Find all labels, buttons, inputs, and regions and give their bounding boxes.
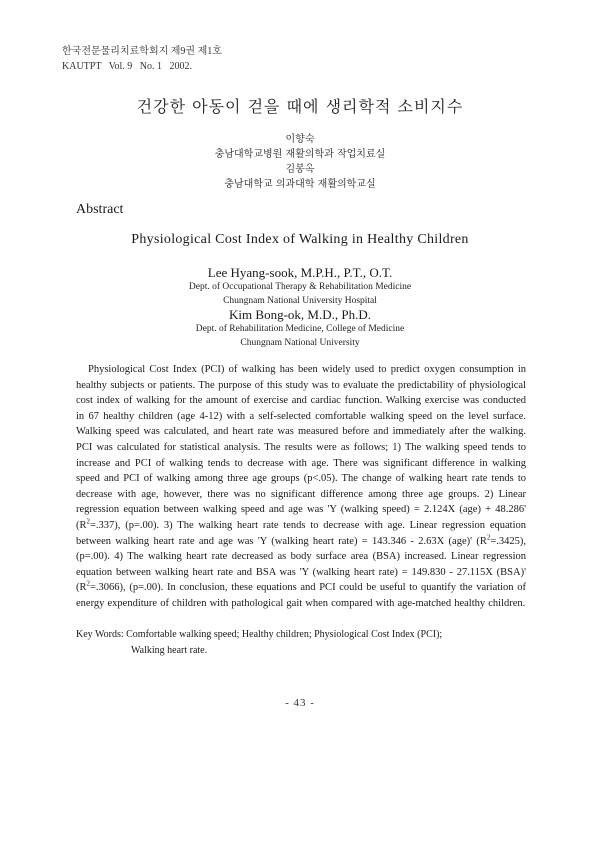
abstract-text-part4: =.3066), (p=.00). In conclusion, these equations and PCI could be useful to quantify the variation of energy expenditure of children with pathological gait when compared with age-matched healthy children.	[76, 582, 526, 609]
journal-header	[62, 44, 222, 74]
abstract-heading: Abstract	[76, 202, 124, 217]
keywords-line2: Walking heart rate.	[131, 644, 208, 656]
keywords	[76, 627, 536, 658]
author-1-affiliation-line2: Chungnam National University Hospital	[223, 296, 377, 306]
author-2-name: Kim Bong-ok, M.D., Ph.D.	[229, 307, 371, 322]
author-1-name: Lee Hyang-sook, M.P.H., P.T., O.T.	[207, 265, 393, 280]
r-squared-superscript: 2	[486, 533, 491, 542]
journal-korean-line: 한국전문물리치료학회지 제9권 제1호	[62, 46, 222, 57]
english-title: Physiological Cost Index of Walking in Healthy Children	[131, 232, 469, 247]
korean-author-2: 김봉옥	[285, 164, 315, 175]
korean-affiliation-2: 충남대학교 의과대학 재활의학교실	[224, 179, 376, 190]
korean-author-1: 이향숙	[285, 134, 315, 145]
abstract-text-part1: Physiological Cost Index (PCI) of walking has been widely used to predict oxygen consumption in healthy subjects or patients. The purpose of this study was to evaluate the predictability of physiological cost index of walking for the amount of exercise and cardiac function. Walking exercise was conducted in 67 healthy children (age 4-12) with a self-selected comfortable walking speed on the level surface. Walking speed was calculated, and heart rate was measured before and immediately after the walking. PCI was calculated for statistical analysis. The results were as follows; 1) The walking speed tends to increase and PCI of walking tends to decrease with age. There was significant difference in walking speed and PCI of walking among three age groups (p<.05). The change of walking heart rate tends to decrease with age, however, there was no significant difference among three age groups. 2) Linear regression equation between walking speed and age was 'Y (walking speed) = 2.124X (age) + 48.286' (R	[76, 364, 526, 531]
journal-english-line: KAUTPT Vol. 9 No. 1 2002.	[62, 61, 193, 72]
author-2-affiliation-line1: Dept. of Rehabilitation Medicine, College of Medicine	[195, 324, 405, 334]
abstract-body	[76, 362, 526, 612]
abstract-text-part3: =.3425), (p=.00). 4) The walking heart rate decreased as body surface area (BSA) increased. Linear regression equation between walking heart rate and BSA was 'Y (walking heart rate) = 149.830 - 27.115X (BSA)' (R	[76, 535, 526, 594]
korean-title: 건강한 아동이 걷을 때에 생리학적 소비지수	[136, 97, 464, 116]
page-number: - 43 -	[285, 697, 315, 709]
korean-affiliation-1: 충남대학교병원 재활의학과 작업치료실	[214, 149, 386, 160]
r-squared-superscript: 2	[86, 517, 90, 526]
author-1-affiliation-line1: Dept. of Occupational Therapy & Rehabilitation Medicine	[188, 282, 412, 292]
keywords-line1: Key Words: Comfortable walking speed; Healthy children; Physiological Cost Index (PCI);	[76, 629, 443, 640]
r-squared-superscript: 2	[86, 579, 90, 588]
author-2-affiliation-line2: Chungnam National University	[240, 338, 360, 348]
abstract-text-part2: =.337), (p=.00). 3) The walking heart rate tends to decrease with age. Linear regression equation between walking heart rate and age was 'Y (walking heart rate) = 143.346 - 2.63X (age)' (R	[76, 519, 526, 547]
